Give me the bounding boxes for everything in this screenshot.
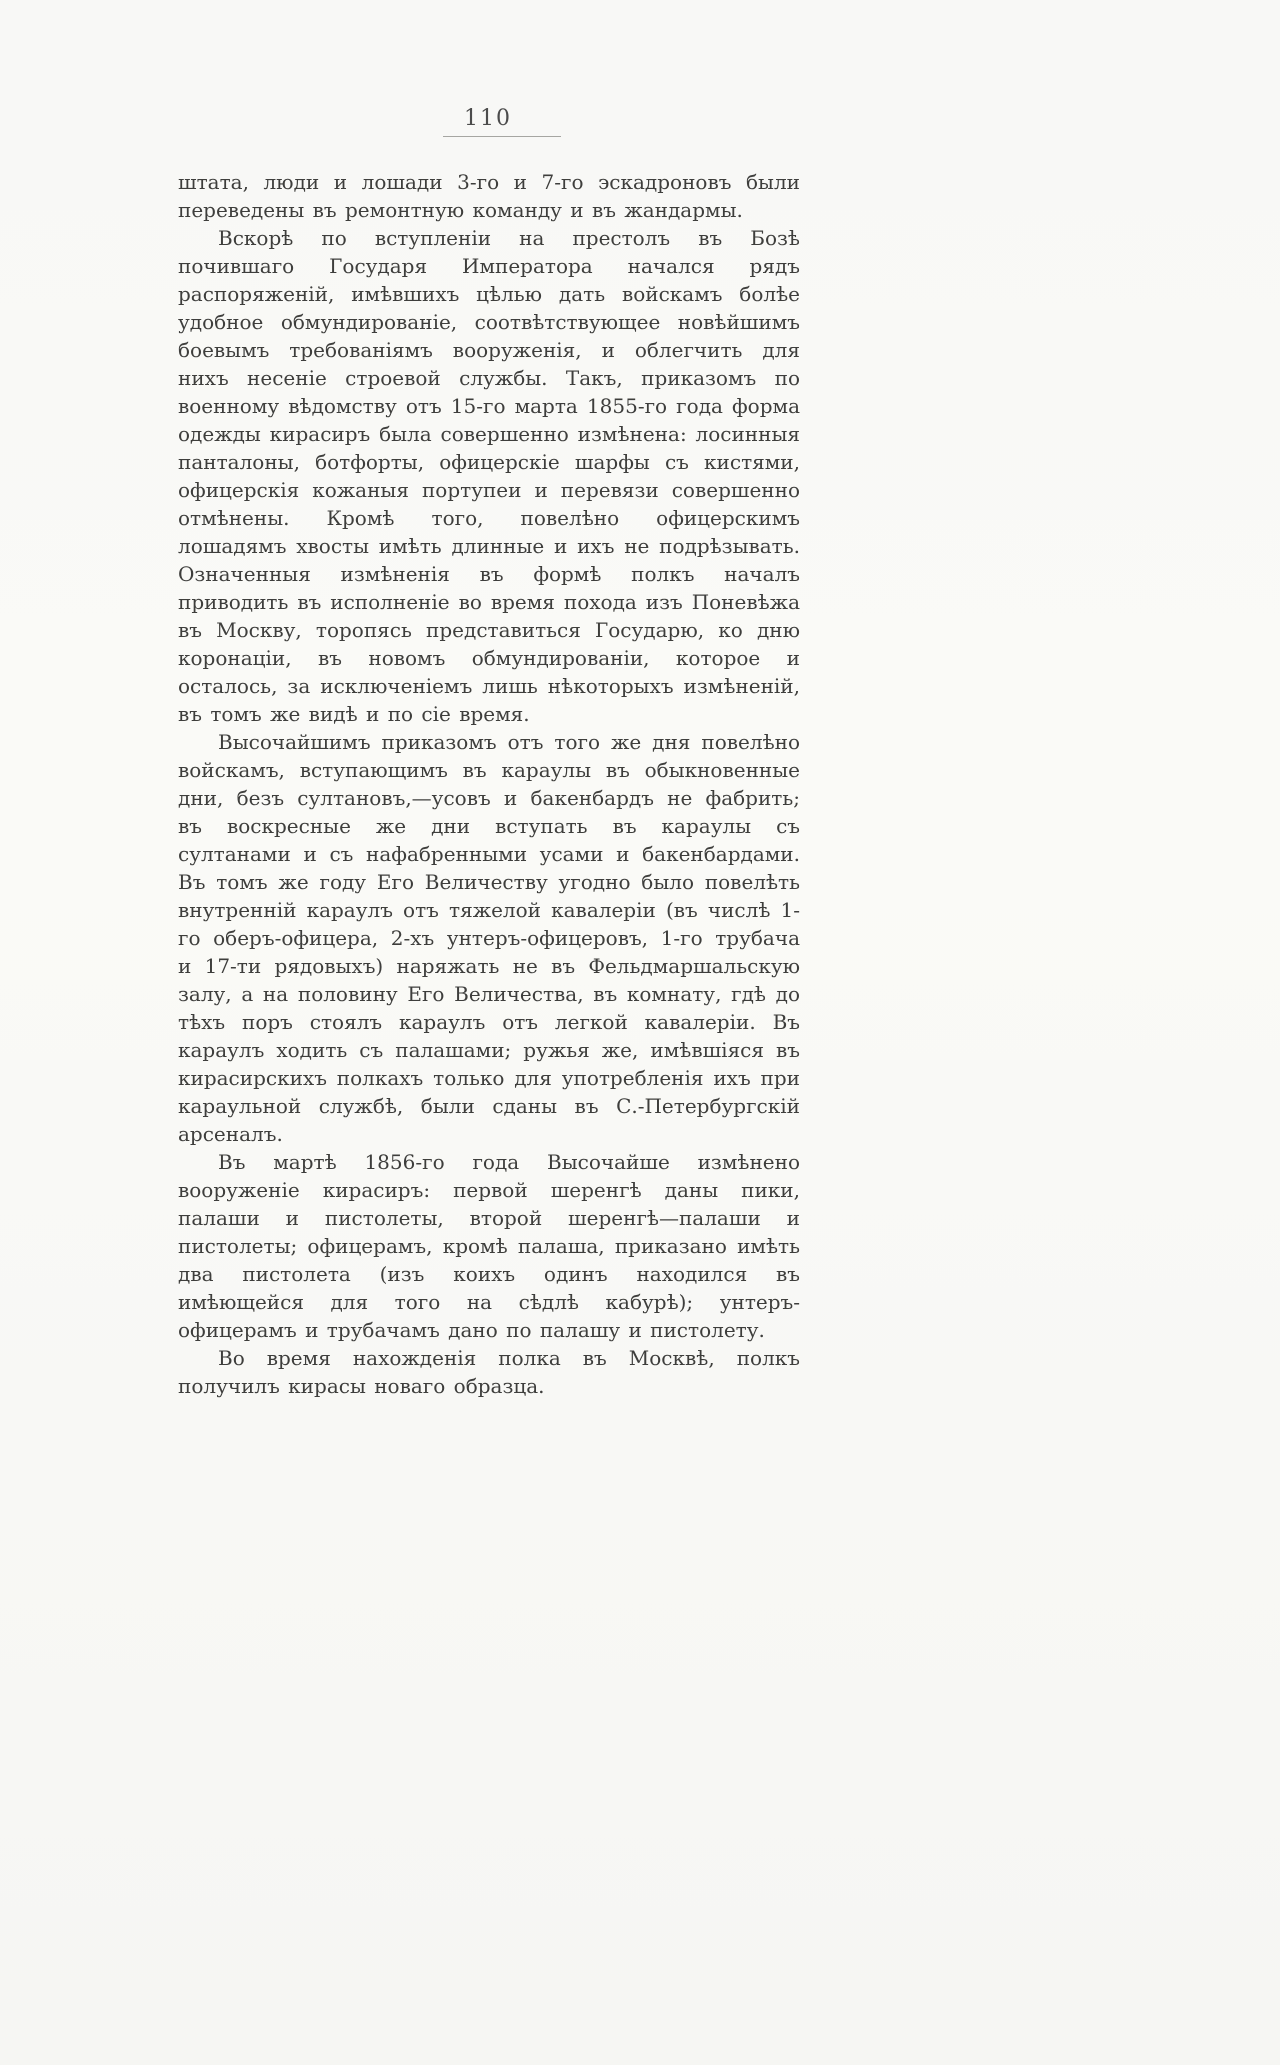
paragraph-2: Вскорѣ по вступленіи на престолъ въ Бозѣ почившаго Государя Императора начался рядъ распоряженій, имѣвшихъ цѣлью дать войскамъ болѣе удобное обмундированіе, соотвѣтствующее новѣйшимъ боевымъ требованіямъ вооруженія, и облегчить для нихъ несеніе строевой службы. Такъ, приказомъ по военному вѣдомству отъ 15-го марта 1855-го года форма одежды кирасиръ была совершенно измѣнена: лосинныя панталоны, ботфорты, офицерскіе шарфы съ кистями, офицерскія кожаныя портупеи и перевязи совершенно отмѣнены. Кромѣ того, повелѣно офицерскимъ лошадямъ хвосты имѣть длинные и ихъ не подрѣзывать. Означенныя измѣненія въ формѣ полкъ началъ приводить въ исполненіе во время похода изъ Поневѣжа въ Москву, торопясь представиться Государю, ко дню коронаціи, въ новомъ обмундированіи, которое и осталось, за исключеніемъ лишь нѣкоторыхъ измѣненій, въ томъ же видѣ и по сіе время.: [178, 226, 800, 726]
page-number: 110: [464, 106, 512, 131]
paragraph-4: Въ мартѣ 1856-го года Высочайше измѣнено вооруженіе кирасиръ: первой шеренгѣ даны пики, палаши и пистолеты, второй шеренгѣ—палаши и пистолеты; офицерамъ, кромѣ палаша, приказано имѣть два пистолета (изъ коихъ одинъ находился въ имѣющейся для того на сѣдлѣ кабурѣ); унтеръ-офицерамъ и трубачамъ дано по палашу и пистолету.: [178, 1150, 800, 1342]
text-block: [178, 168, 800, 1400]
paragraph-3: Высочайшимъ приказомъ отъ того же дня повелѣно войскамъ, вступающимъ въ караулы въ обыкновенные дни, безъ султановъ,—усовъ и бакенбардъ не фабрить; въ воскресные же дни вступать въ караулы съ султанами и съ нафабренными усами и бакенбардами. Въ томъ же году Его Величеству угодно было повелѣть внутренній караулъ отъ тяжелой кавалеріи (въ числѣ 1-го оберъ-офицера, 2-хъ унтеръ-офицеровъ, 1-го трубача и 17-ти рядовыхъ) наряжать не въ Фельдмаршальскую залу, а на половину Его Величества, въ комнату, гдѣ до тѣхъ поръ стоялъ караулъ отъ легкой кавалеріи. Въ караулъ ходить съ палашами; ружья же, имѣвшіяся въ кирасирскихъ полкахъ только для употребленія ихъ при караульной службѣ, были сданы въ С.-Петербургскій арсеналъ.: [178, 730, 800, 1146]
page-header: [178, 106, 798, 137]
page-number-rule: [443, 136, 561, 137]
paragraph-5: Во время нахожденія полка въ Москвѣ, полкъ получилъ кирасы новаго образца.: [178, 1346, 800, 1398]
paragraph-1: штата, люди и лошади 3-го и 7-го эскадроновъ были переведены въ ремонтную команду и въ жандармы.: [178, 170, 800, 222]
